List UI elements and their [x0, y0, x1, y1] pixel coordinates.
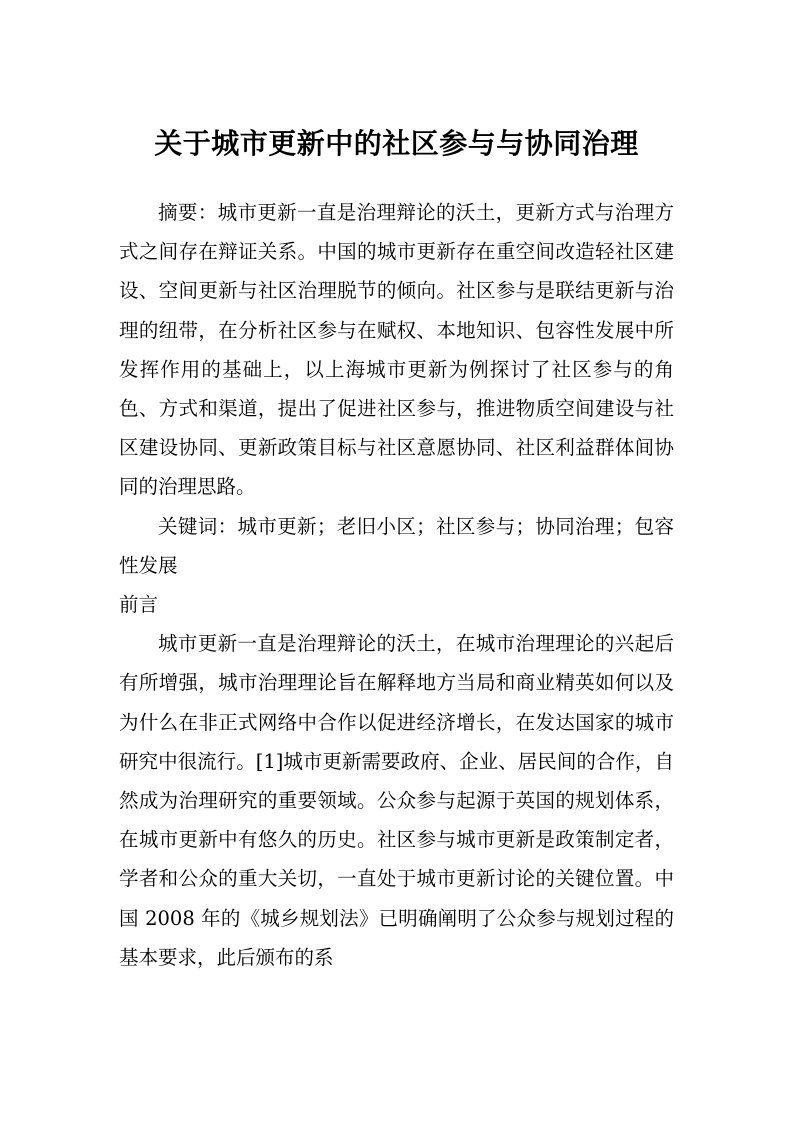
document-body: [119, 193, 674, 977]
document-title: 关于城市更新中的社区参与与协同治理: [154, 127, 639, 160]
keywords-paragraph: 关键词：城市更新；老旧小区；社区参与；协同治理；包容性发展: [119, 514, 674, 577]
body-paragraph: 城市更新一直是治理辩论的沃土，在城市治理理论的兴起后有所增强，城市治理理论旨在解释地方当局和商业精英如何以及为什么在非正式网络中合作以促进经济增长，在发达国家的城市研究中很流行。[1]城市更新需要政府、企业、居民间的合作，自然成为治理研究的重要领域。公众参与起源于英国的规划体系，在城市更新中有悠久的历史。社区参与城市更新是政策制定者，学者和公众的重大关切，一直处于城市更新讨论的关键位置。中国 2008 年的《城乡规划法》已明确阐明了公众参与规划过程的基本要求，此后颁布的系: [119, 632, 674, 969]
section-heading: 前言: [119, 593, 159, 617]
abstract-paragraph: 摘要：城市更新一直是治理辩论的沃土，更新方式与治理方式之间存在辩证关系。中国的城市更新存在重空间改造轻社区建设、空间更新与社区治理脱节的倾向。社区参与是联结更新与治理的纽带，在分析社区参与在赋权、本地知识、包容性发展中所发挥作用的基础上，以上海城市更新为例探讨了社区参与的角色、方式和渠道，提出了促进社区参与，推进物质空间建设与社区建设协同、更新政策目标与社区意愿协同、社区利益群体间协同的治理思路。: [119, 201, 674, 499]
